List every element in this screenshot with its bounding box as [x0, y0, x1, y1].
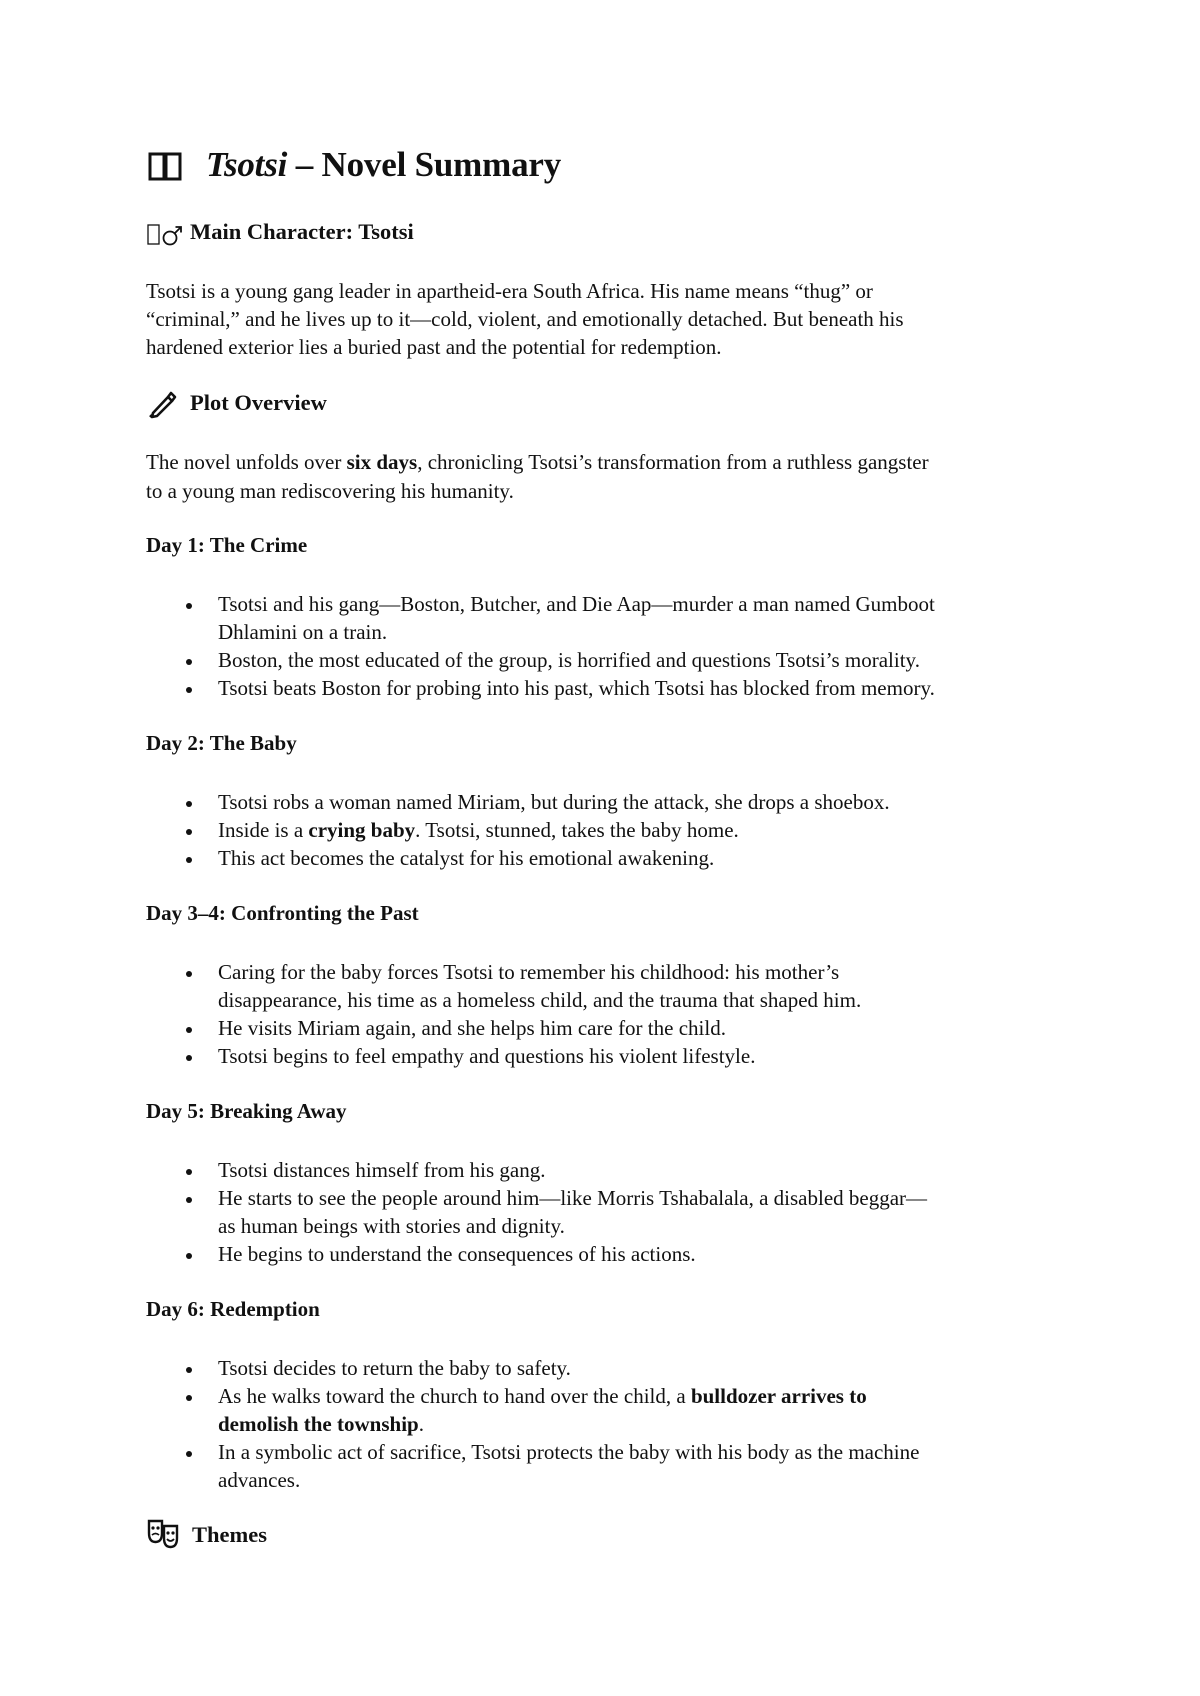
day-3-4-bullet-1-line-2: disappearance, his time as a homeless child, and the trauma that shaped him. [218, 988, 862, 1012]
bullet [186, 857, 192, 863]
plot-intro-text-c: , chronicling Tsotsi’s transformation from a ruthless gangster [417, 450, 929, 474]
bullet [186, 801, 192, 807]
bullet [186, 829, 192, 835]
day-2-heading: Day 2: The Baby [146, 731, 297, 755]
pen-icon [146, 388, 178, 425]
bullet [186, 659, 192, 665]
day-3-4-bullet-2: He visits Miriam again, and she helps him care for the child. [218, 1016, 726, 1040]
title-rest: – Novel Summary [287, 145, 562, 184]
plot-intro-line-2: to a young man rediscovering his humanity. [146, 479, 514, 503]
day-6-bullet-2-line-2 [218, 1410, 424, 1438]
day-3-4-bullet-1-line-1: Caring for the baby forces Tsotsi to remember his childhood: his mother’s [218, 960, 840, 984]
day-1-bullet-1-line-2: Dhlamini on a train. [218, 620, 388, 644]
day-6-bullet-2-bold-b: demolish the township [218, 1412, 419, 1436]
day-5-bullet-2-line-1: He starts to see the people around him—like Morris Tshabalala, a disabled beggar— [218, 1186, 928, 1210]
bullet [186, 971, 192, 977]
main-character-line-1: Tsotsi is a young gang leader in apartheid-era South Africa. His name means “thug” or [146, 279, 873, 303]
day-6-bullet-1: Tsotsi decides to return the baby to safety. [218, 1356, 571, 1380]
themes-heading: Themes [192, 1522, 267, 1547]
bullet [186, 1395, 192, 1401]
day-1-bullet-2: Boston, the most educated of the group, is horrified and questions Tsotsi’s morality. [218, 648, 920, 672]
theater-masks-icon [146, 1518, 180, 1555]
main-character-line-3: hardened exterior lies a buried past and the potential for redemption. [146, 335, 722, 359]
title-italic: Tsotsi [206, 145, 288, 184]
day-5-bullet-3: He begins to understand the consequences of his actions. [218, 1242, 696, 1266]
main-character-line-2: “criminal,” and he lives up to it—cold, violent, and emotionally detached. But beneath his [146, 307, 904, 331]
day-3-4-bullet-3: Tsotsi begins to feel empathy and questions his violent lifestyle. [218, 1044, 756, 1068]
day-2-bullet-1: Tsotsi robs a woman named Miriam, but during the attack, she drops a shoebox. [218, 790, 890, 814]
day-1-bullet-1-line-1: Tsotsi and his gang—Boston, Butcher, and Die Aap—murder a man named Gumboot [218, 592, 935, 616]
bullet [186, 1253, 192, 1259]
bullet [186, 1027, 192, 1033]
day-5-bullet-2-line-2: as human beings with stories and dignity. [218, 1214, 565, 1238]
day-6-bullet-2-bold-a: bulldozer arrives to [690, 1384, 867, 1408]
day-2-bullet-2-bold: crying baby [308, 818, 416, 842]
plot-intro-text-a: The novel unfolds over [146, 450, 347, 474]
open-book-icon [148, 150, 182, 187]
day-1-heading: Day 1: The Crime [146, 533, 308, 557]
day-6-bullet-2-text-b: . [418, 1412, 424, 1436]
male-sign-icon [146, 222, 188, 253]
main-character-heading: Main Character: Tsotsi [190, 219, 414, 244]
day-2-bullet-2 [218, 816, 739, 844]
plot-overview-heading: Plot Overview [190, 390, 327, 415]
bullet [186, 1451, 192, 1457]
day-6-heading: Day 6: Redemption [146, 1297, 320, 1321]
day-6-bullet-2-line-1 [218, 1382, 867, 1410]
bullet [186, 1367, 192, 1373]
day-2-bullet-2-text-a: Inside is a [218, 818, 309, 842]
bullet [186, 1169, 192, 1175]
day-1-bullet-3: Tsotsi beats Boston for probing into his past, which Tsotsi has blocked from memory. [218, 676, 935, 700]
day-2-bullet-3: This act becomes the catalyst for his emotional awakening. [218, 846, 715, 870]
bullet [186, 1055, 192, 1061]
bullet [186, 687, 192, 693]
bullet [186, 603, 192, 609]
page-title [206, 145, 561, 185]
plot-intro-bold: six days [346, 450, 418, 474]
day-6-bullet-3-line-2: advances. [218, 1468, 301, 1492]
day-5-bullet-1: Tsotsi distances himself from his gang. [218, 1158, 546, 1182]
bullet [186, 1197, 192, 1203]
day-6-bullet-3-line-1: In a symbolic act of sacrifice, Tsotsi protects the baby with his body as the machine [218, 1440, 920, 1464]
day-2-bullet-2-text-c: . Tsotsi, stunned, takes the baby home. [415, 818, 739, 842]
day-5-heading: Day 5: Breaking Away [146, 1099, 347, 1123]
day-6-bullet-2-text-a: As he walks toward the church to hand over the child, a [218, 1384, 691, 1408]
day-3-4-heading: Day 3–4: Confronting the Past [146, 901, 419, 925]
plot-intro-line-1 [146, 448, 929, 476]
